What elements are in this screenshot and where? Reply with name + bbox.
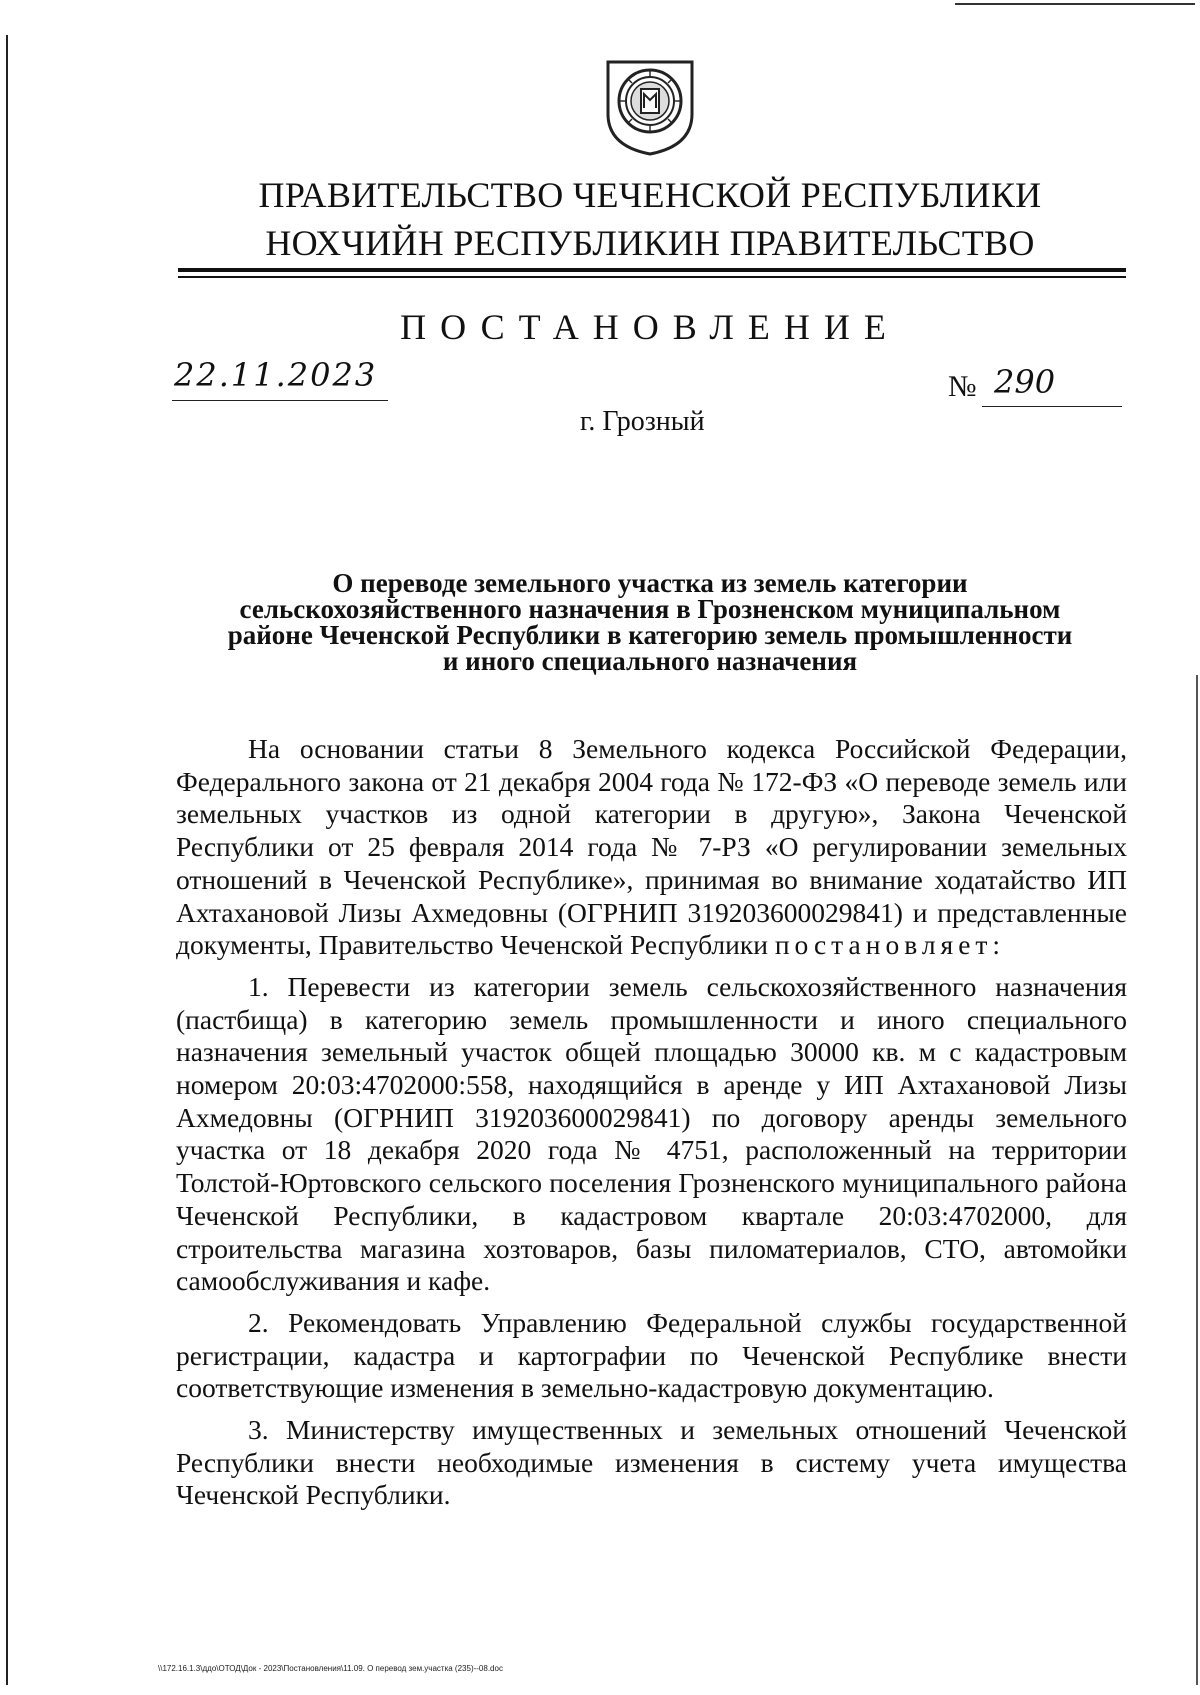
document-title-line: районе Чеченской Республики в категорию земель промышленности	[227, 620, 1073, 650]
header-divider-thick	[178, 268, 1126, 272]
document-body	[176, 733, 1127, 1512]
decree-item-3: 3. Министерству имущественных и земельных отношений Чеченской Республики внести необходимые изменения в систему учета имущества Чеченской Республики.	[176, 1414, 1127, 1511]
document-title-line: сельскохозяйственного назначения в Грозненском муниципальном	[239, 594, 1061, 624]
document-date: 22.11.2023	[172, 356, 388, 401]
document-number: 290	[982, 363, 1122, 407]
document-title-line: и иного специального назначения	[442, 646, 858, 676]
scan-edge-line	[6, 35, 8, 1685]
government-name-russian: ПРАВИТЕЛЬСТВО ЧЕЧЕНСКОЙ РЕСПУБЛИКИ	[258, 175, 1042, 215]
scan-edge-line	[955, 3, 1195, 5]
coat-of-arms-emblem-icon	[602, 56, 698, 156]
document-type: ПОСТАНОВЛЕНИЕ	[400, 307, 900, 347]
city-name: г. Грозный	[580, 406, 705, 437]
header-divider-thin	[178, 276, 1126, 278]
decree-item-2: 2. Рекомендовать Управлению Федеральной службы государственной регистрации, кадастра и картографии по Чеченской Республике внести соответствующие изменения в земельно-кадастровую документацию.	[176, 1306, 1127, 1404]
file-path-footer: \\172.16.1.3\ддо\ОТОД\Док - 2023\Постановления\11.09. О перевод зем.участка (235)--08.doc	[158, 1664, 503, 1673]
preamble-paragraph	[176, 733, 1127, 962]
scan-edge-line	[1196, 675, 1198, 1685]
document-title-line: О переводе земельного участка из земель категории	[332, 568, 968, 598]
decree-item-1: 1. Перевести из категории земель сельскохозяйственного назначения (пастбища) в категорию земель промышленности и иного специального назначения земельный участок общей площадью 30000 кв. м с кадастровым номером 20:03:4702000:558, находящийся в аренде у ИП Ахтахановой Лизы Ахмедовны (ОГРНИП 319203600029841) по договору аренды земельного участка от 18 декабря 2020 года № 4751, расположенный на территории Толстой-Юртовского сельского поселения Грозненского муниципального района Чеченской Республики, в кадастровом квартале 20:03:4702000, для строительства магазина хозтоваров, базы пиломатериалов, СТО, автомойки самообслуживания и кафе.	[176, 970, 1127, 1297]
number-sign: №	[948, 370, 977, 403]
decree-word: постановляет:	[774, 929, 1006, 961]
government-name-chechen: НОХЧИЙН РЕСПУБЛИКИН ПРАВИТЕЛЬСТВО	[265, 223, 1035, 263]
document-title	[150, 570, 1150, 674]
preamble-text: На основании статьи 8 Земельного кодекса Российской Федерации, Федерального закона от 21 декабря 2004 года № 172-ФЗ «О переводе земель или земельных участков из одной категории в другую», Закона Чеченской Республики от 25 февраля 2014 года № 7-РЗ «О регулировании земельных отношений в Чеченской Республике», принимая во внимание ходатайство ИП Ахтахановой Лизы Ахмедовны (ОГРНИП 319203600029841) и представленные документы, Правительство Чеченской Республики	[176, 733, 1127, 961]
